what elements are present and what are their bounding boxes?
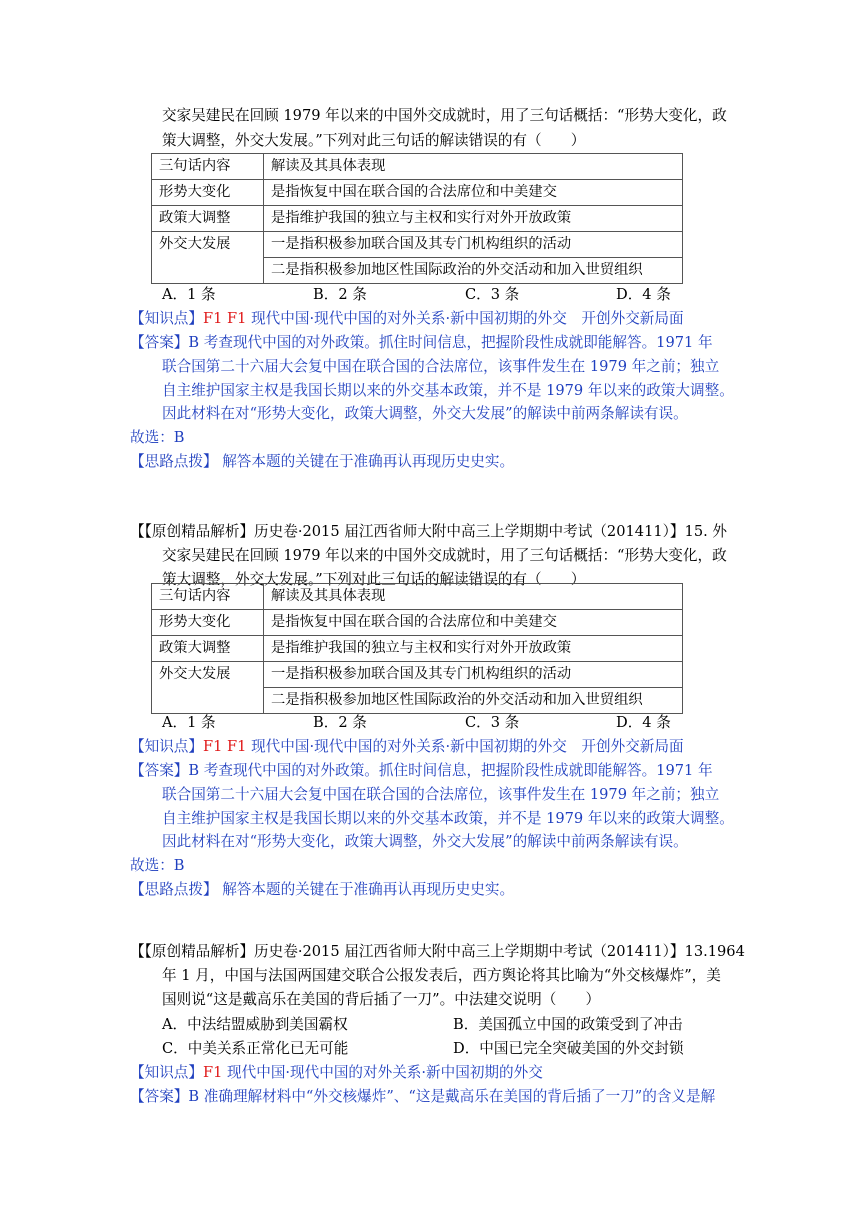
table-header-cell: 三句话内容 xyxy=(152,154,264,180)
q2-option-d: D．4 条 xyxy=(616,714,671,731)
table-cell: 是指维护我国的独立与主权和实行对外开放政策 xyxy=(264,206,683,232)
table-row xyxy=(152,232,683,258)
table-row xyxy=(152,662,683,688)
q2-stem-line-2: 策大调整，外交大发展。”下列对此三句话的解读错误的有（ ） xyxy=(162,571,586,588)
q1-option-a: A．1 条 xyxy=(162,286,216,303)
knowledge-label: 【知识点】 xyxy=(130,1064,203,1081)
tip-label: 【思路点拨】 xyxy=(130,453,218,470)
q3-option-d: D．中国已完全突破美国的外交封锁 xyxy=(453,1040,684,1057)
table-cell: 政策大调整 xyxy=(152,206,264,232)
knowledge-label: 【知识点】 xyxy=(130,738,203,755)
table-row xyxy=(152,636,683,662)
tip-text: 解答本题的关键在于准确再认再现历史史实。 xyxy=(217,453,515,470)
q1-option-c: C．3 条 xyxy=(465,286,520,303)
knowledge-code: F1 F1 xyxy=(202,310,247,327)
table-cell: 是指恢复中国在联合国的合法席位和中美建交 xyxy=(264,180,683,206)
table-cell: 政策大调整 xyxy=(152,636,264,662)
table-header-cell: 三句话内容 xyxy=(152,584,264,610)
q3-option-c: C．中美关系正常化已无可能 xyxy=(162,1040,349,1057)
q2-stem-line-1: 交家吴建民在回顾 1979 年以来的中国外交成就时，用了三句话概括：“形势大变化，政 xyxy=(162,547,727,564)
knowledge-label: 【知识点】 xyxy=(130,310,203,327)
knowledge-code: F1 xyxy=(202,1064,223,1081)
q3-stem-line-1: 年 1 月，中国与法国两国建交联合公报发表后，西方舆论将其比喻为“外交核爆炸”，美 xyxy=(162,967,721,984)
knowledge-text: 现代中国·现代中国的对外关系·新中国初期的外交 xyxy=(222,1064,543,1081)
table-cell: 二是指积极参加地区性国际政治的外交活动和加入世贸组织 xyxy=(264,688,683,714)
q3-source-header: 【【原创精品解析】历史卷·2015 届江西省师大附中高三上学期期中考试（201411）】13.1964 xyxy=(130,943,745,960)
tip-label: 【思路点拨】 xyxy=(130,881,218,898)
q3-stem-line-2: 国则说“这是戴高乐在美国的背后插了一刀”。中法建交说明（ ） xyxy=(162,991,601,1008)
q3-option-b: B．美国孤立中国的政策受到了冲击 xyxy=(453,1016,683,1033)
table-row xyxy=(152,610,683,636)
answer-label: 【答案】 xyxy=(130,1088,189,1105)
q2-source-header: 【【原创精品解析】历史卷·2015 届江西省师大附中高三上学期期中考试（201411）】15. 外 xyxy=(130,523,727,540)
answer-label: 【答案】 xyxy=(130,334,189,351)
table-cell: 是指维护我国的独立与主权和实行对外开放政策 xyxy=(264,636,683,662)
q1-answer-line-4: 因此材料在对“形势大变化，政策大调整，外交大发展”的解读中前两条解读有误。 xyxy=(162,405,688,422)
table-cell: 一是指积极参加联合国及其专门机构组织的活动 xyxy=(264,662,683,688)
q2-answer-line-3: 自主维护国家主权是我国长期以来的外交基本政策，并不是 1979 年以来的政策大调整。 xyxy=(162,810,734,827)
q2-answer-line-2: 联合国第二十六届大会复中国在联合国的合法席位，该事件发生在 1979 年之前；独立 xyxy=(162,786,720,803)
q2-tip xyxy=(130,878,514,902)
table-row xyxy=(152,180,683,206)
q1-answer-line-3: 自主维护国家主权是我国长期以来的外交基本政策，并不是 1979 年以来的政策大调整。 xyxy=(162,382,734,399)
table-cell: 二是指积极参加地区性国际政治的外交活动和加入世贸组织 xyxy=(264,258,683,284)
answer-text: B 考查现代中国的对外政策。抓住时间信息，把握阶段性成就即能解答。1971 年 xyxy=(188,762,713,779)
q3-option-a: A．中法结盟威胁到美国霸权 xyxy=(162,1016,348,1033)
q2-table xyxy=(151,583,683,714)
q2-knowledge-point xyxy=(130,735,684,759)
q1-knowledge-point xyxy=(130,307,684,331)
q1-stem-line-2: 策大调整，外交大发展。”下列对此三句话的解读错误的有（ ） xyxy=(162,132,586,149)
q2-option-b: B．2 条 xyxy=(313,714,367,731)
knowledge-code: F1 F1 xyxy=(202,738,247,755)
knowledge-text: 现代中国·现代中国的对外关系·新中国初期的外交 开创外交新局面 xyxy=(246,738,684,755)
q3-answer-line-1 xyxy=(130,1085,715,1109)
q1-tip xyxy=(130,450,514,474)
q2-answer-line-4: 因此材料在对“形势大变化，政策大调整，外交大发展”的解读中前两条解读有误。 xyxy=(162,833,688,850)
q1-answer-line-1 xyxy=(130,331,713,355)
q2-option-c: C．3 条 xyxy=(465,714,520,731)
q3-knowledge-point xyxy=(130,1061,543,1085)
table-row xyxy=(152,584,683,610)
q2-answer-line-1 xyxy=(130,759,713,783)
table-cell: 外交大发展 xyxy=(152,232,264,284)
q1-choice: 故选：B xyxy=(130,429,185,446)
q2-choice: 故选：B xyxy=(130,857,185,874)
table-row xyxy=(152,206,683,232)
table-cell: 是指恢复中国在联合国的合法席位和中美建交 xyxy=(264,610,683,636)
table-cell: 外交大发展 xyxy=(152,662,264,714)
tip-text: 解答本题的关键在于准确再认再现历史史实。 xyxy=(217,881,515,898)
table-row xyxy=(152,154,683,180)
table-cell: 形势大变化 xyxy=(152,610,264,636)
table-header-cell: 解读及其具体表现 xyxy=(264,584,683,610)
q1-option-d: D．4 条 xyxy=(616,286,671,303)
answer-text: B 准确理解材料中“外交核爆炸”、“这是戴高乐在美国的背后插了一刀”的含义是解 xyxy=(188,1088,716,1105)
answer-text: B 考查现代中国的对外政策。抓住时间信息，把握阶段性成就即能解答。1971 年 xyxy=(188,334,713,351)
q1-option-b: B．2 条 xyxy=(313,286,367,303)
table-cell: 一是指积极参加联合国及其专门机构组织的活动 xyxy=(264,232,683,258)
q2-option-a: A．1 条 xyxy=(162,714,216,731)
answer-label: 【答案】 xyxy=(130,762,189,779)
q1-answer-line-2: 联合国第二十六届大会复中国在联合国的合法席位，该事件发生在 1979 年之前；独立 xyxy=(162,358,720,375)
knowledge-text: 现代中国·现代中国的对外关系·新中国初期的外交 开创外交新局面 xyxy=(246,310,684,327)
q1-table xyxy=(151,153,683,284)
table-cell: 形势大变化 xyxy=(152,180,264,206)
table-header-cell: 解读及其具体表现 xyxy=(264,154,683,180)
q1-stem-line-1: 交家吴建民在回顾 1979 年以来的中国外交成就时，用了三句话概括：“形势大变化，政 xyxy=(162,107,727,124)
